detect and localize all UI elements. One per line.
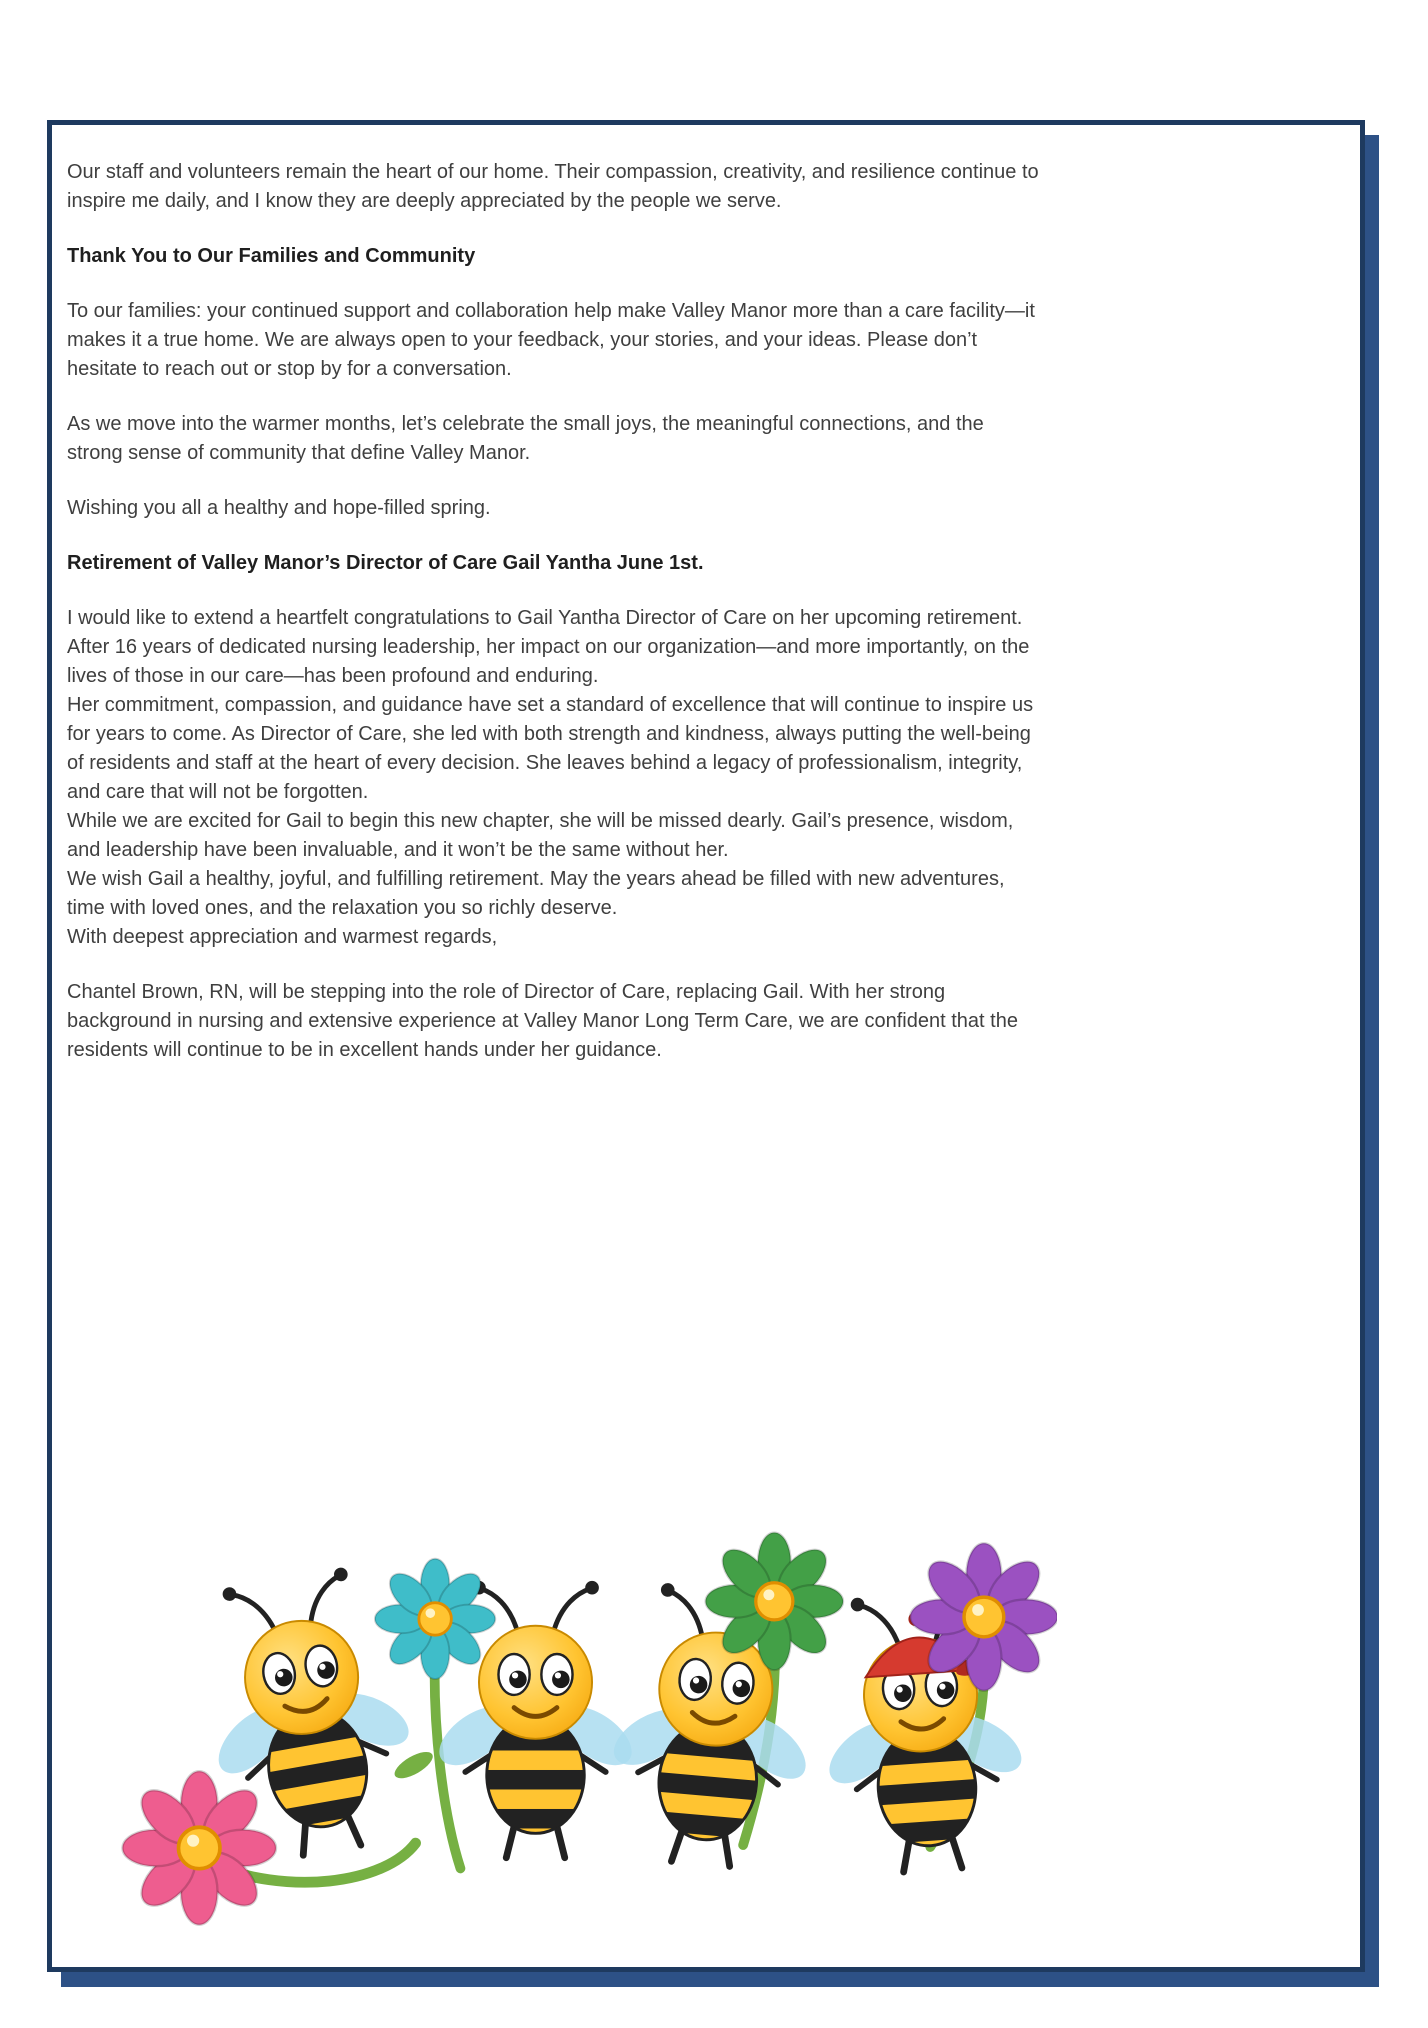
heading-retirement: Retirement of Valley Manor’s Director of Care Gail Yantha June 1st. xyxy=(67,552,704,574)
paragraph-chantel: Chantel Brown, RN, will be stepping into the role of Director of Care, replacing Gail. With her strong background in nursing and extensive experience at Valley Manor Long Term Care, we are confident that the residents will continue to be in excellent hands under her guidance. xyxy=(67,981,1018,1061)
retirement-line: Her commitment, compassion, and guidance have set a standard of excellence that will continue to inspire us for years to come. As Director of Care, she led with both strength and kindness, always putting the well-being of residents and staff at the heart of every decision. She leaves behind a legacy of professionalism, integrity, and care that will not be forgotten. xyxy=(67,694,1034,803)
teal-flower xyxy=(375,1559,495,1679)
paragraph-warmer-months: As we move into the warmer months, let’s celebrate the small joys, the meaningful connections, and the strong sense of community that define Valley Manor. xyxy=(67,413,984,464)
retirement-line: We wish Gail a healthy, joyful, and fulfilling retirement. May the years ahead be filled with new adventures, time with loved ones, and the relaxation you so richly deserve. xyxy=(67,868,1005,919)
retirement-paragraph-block xyxy=(67,604,1042,952)
bee-green-flower xyxy=(595,1533,843,1874)
green-flower xyxy=(706,1533,844,1671)
retirement-line: I would like to extend a heartfelt congratulations to Gail Yantha Director of Care on her upcoming retirement. After 16 years of dedicated nursing leadership, her impact on our organization—and more importantly, on the lives of those in our care—has been profound and enduring. xyxy=(67,607,1030,687)
bees-illustration xyxy=(92,1521,1057,1941)
paragraph-staff-volunteers: Our staff and volunteers remain the heart of our home. Their compassion, creativity, and resilience continue to inspire me daily, and I know they are deeply appreciated by the people we serve. xyxy=(67,161,1039,212)
page-border-frame xyxy=(47,120,1365,1972)
bee-teal-flower xyxy=(375,1559,642,1858)
heading-thank-you: Thank You to Our Families and Community xyxy=(67,245,476,267)
retirement-line: While we are excited for Gail to begin this new chapter, she will be missed dearly. Gail’s presence, wisdom, and leadership have been invaluable, and it won’t be the same without her. xyxy=(67,810,1014,861)
paragraph-wishing: Wishing you all a healthy and hope-filled spring. xyxy=(67,497,491,519)
retirement-line: With deepest appreciation and warmest regards, xyxy=(67,926,498,948)
pink-flower xyxy=(122,1771,276,1925)
paragraph-families: To our families: your continued support and collaboration help make Valley Manor more than a care facility—it makes it a true home. We are always open to your feedback, your stories, and your ideas. Please don’t hesitate to reach out or stop by for a conversation. xyxy=(67,300,1035,380)
letter-body xyxy=(67,158,1042,1091)
bee-purple-flower xyxy=(807,1543,1057,1877)
purple-flower xyxy=(910,1543,1057,1690)
